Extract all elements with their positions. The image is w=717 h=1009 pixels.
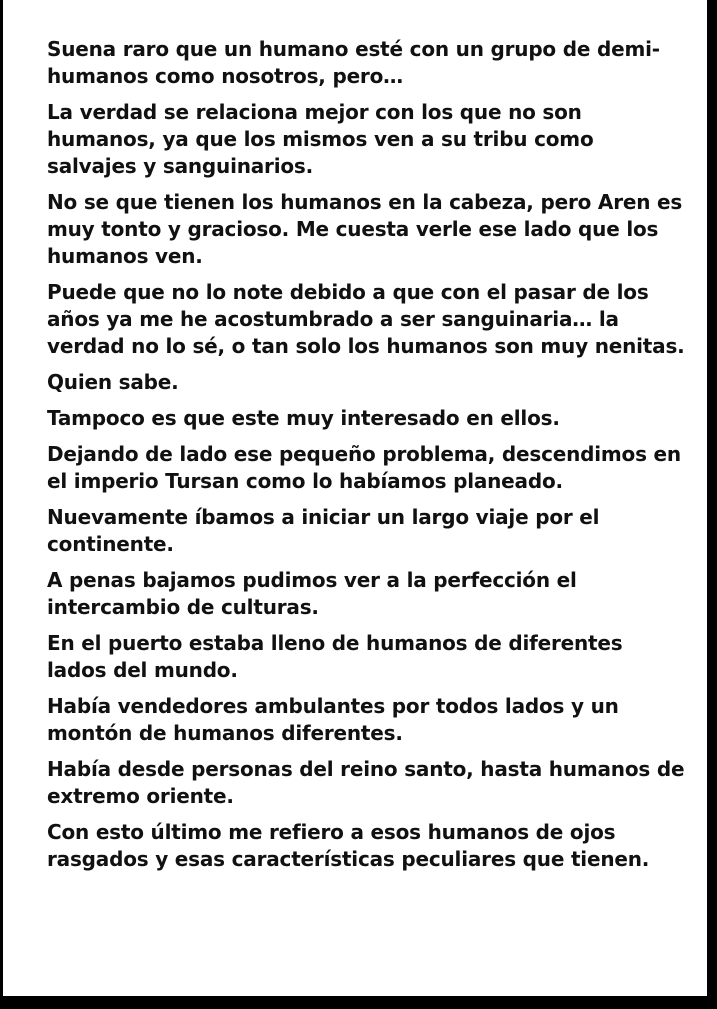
page-border-right (707, 0, 717, 1009)
paragraph: No se que tienen los humanos en la cabeza, pero Aren es muy tonto y gracioso. Me cuesta verle ese lado que los humanos ven. (47, 190, 683, 268)
paragraph: En el puerto estaba lleno de humanos de diferentes lados del mundo. (47, 631, 623, 682)
document-body (47, 36, 687, 882)
paragraph: Había desde personas del reino santo, hasta humanos de extremo oriente. (47, 757, 685, 808)
paragraph: Había vendedores ambulantes por todos lados y un montón de humanos diferentes. (47, 694, 619, 745)
paragraph: Dejando de lado ese pequeño problema, descendimos en el imperio Tursan como lo habíamos planeado. (47, 442, 681, 493)
paragraph: Nuevamente íbamos a iniciar un largo viaje por el continente. (47, 505, 600, 556)
paragraph: Tampoco es que este muy interesado en ellos. (47, 406, 560, 430)
paragraph: Quien sabe. (47, 370, 179, 394)
paragraph: La verdad se relaciona mejor con los que no son humanos, ya que los mismos ven a su tribu como salvajes y sanguinarios. (47, 100, 594, 178)
paragraph: Puede que no lo note debido a que con el pasar de los años ya me he acostumbrado a ser sanguinaria… la verdad no lo sé, o tan solo los humanos son muy nenitas. (47, 280, 685, 358)
paragraph: A penas bajamos pudimos ver a la perfección el intercambio de culturas. (47, 568, 577, 619)
paragraph: Suena raro que un humano esté con un grupo de demi-humanos como nosotros, pero… (47, 37, 660, 88)
paragraph: Con esto último me refiero a esos humanos de ojos rasgados y esas características peculiares que tienen. (47, 820, 650, 871)
document-page (3, 0, 707, 996)
page-border-bottom (0, 996, 717, 1009)
